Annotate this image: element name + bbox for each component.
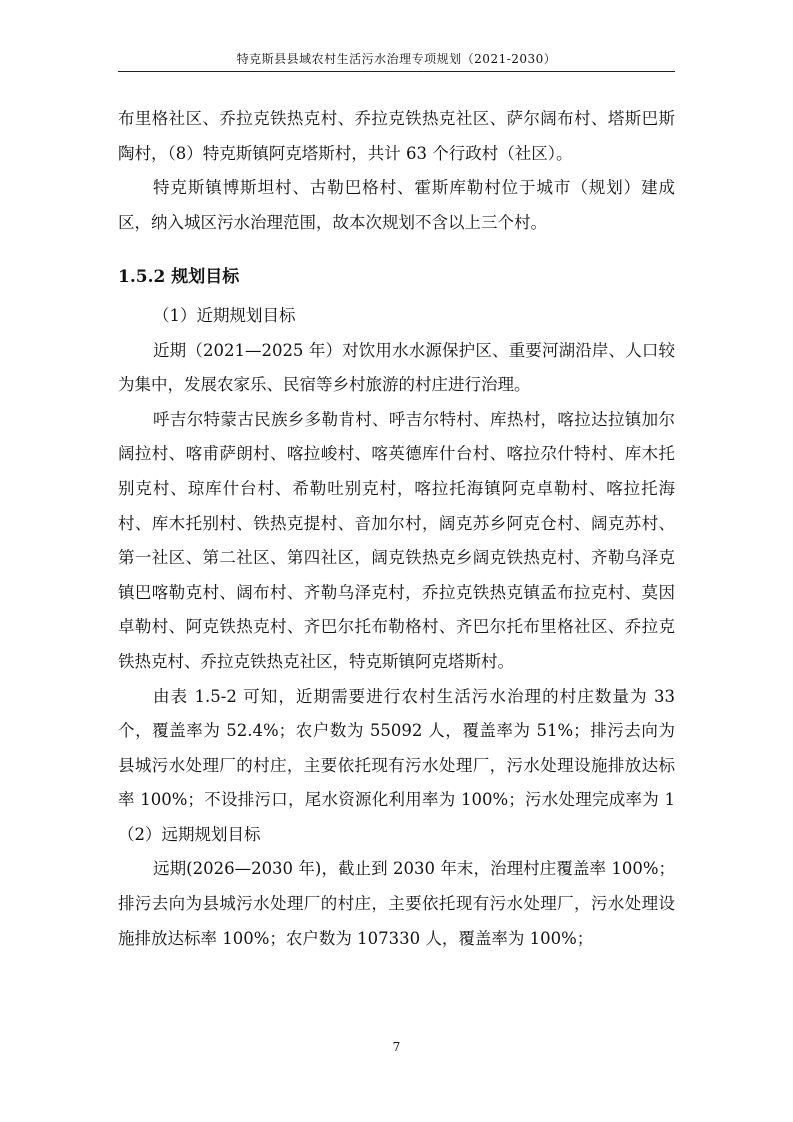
- body-text: [118, 102, 675, 956]
- paragraph-near-term-scope: 近期（2021—2025 年）对饮用水水源保护区、重要河湖沿岸、人口较为集中，发展农家乐、民宿等乡村旅游的村庄进行治理。: [118, 340, 675, 395]
- paragraph-excluded-villages: 特克斯镇博斯坦村、古勒巴格村、霍斯库勒村位于城市（规划）建成区，纳入城区污水治理范围，故本次规划不含以上三个村。: [118, 178, 675, 232]
- subheading-near-term: （1）近期规划目标: [153, 305, 296, 325]
- running-header: 特克斯县县域农村生活污水治理专项规划（2021-2030）: [236, 52, 557, 66]
- paragraph-long-term: 远期(2026—2030 年)，截止到 2030 年末，治理村庄覆盖率 100%；排污去向为县城污水处理厂的村庄，主要依托现有污水处理厂，污水处理设施排放达标率 100%；农户数为 107330 人，覆盖率为 100%；: [118, 859, 675, 948]
- page-number: 7: [392, 1040, 401, 1054]
- paragraph-near-term-stats: 由表 1.5-2 可知，近期需要进行农村生活污水治理的村庄数量为 33 个，覆盖率为 52.4%；农户数为 55092 人，覆盖率为 51%；排污去向为县城污水处理厂的村庄，主要依托现有污水处理厂，污水处理设施排放达标率 100%；不设排污口，尾水资源化利用率为 100%；污水处理完成率为 1（2）远期规划目标: [118, 686, 675, 844]
- header-divider: [118, 71, 675, 72]
- section-heading: 1.5.2 规划目标: [118, 267, 240, 288]
- paragraph-near-term-villages: 呼吉尔特蒙古民族乡多勒肯村、呼吉尔特村、库热村，喀拉达拉镇加尔阔拉村、喀甫萨朗村、喀拉峻村、喀英德库什台村、喀拉尕什特村、库木托别克村、琼库什台村、希勒吐别克村，喀拉托海镇阿克卓勒村、喀拉托海村、库木托别村、铁热克提村、音加尔村，阔克苏乡阿克仓村、阔克苏村、第一社区、第二社区、第四社区，阔克铁热克乡阔克铁热克村、齐勒乌泽克镇巴喀勒克村、阔布村、齐勒乌泽克村，乔拉克铁热克镇孟布拉克村、莫因卓勒村、阿克铁热克村、齐巴尔托布勒格村、齐巴尔托布里格社区、乔拉克铁热克村、乔拉克铁热克社区，特克斯镇阿克塔斯村。: [118, 409, 675, 671]
- paragraph-village-list-end: 布里格社区、乔拉克铁热克村、乔拉克铁热克社区、萨尔阔布村、塔斯巴斯陶村，（8）特克斯镇阿克塔斯村，共计 63 个行政村（社区）。: [118, 109, 675, 163]
